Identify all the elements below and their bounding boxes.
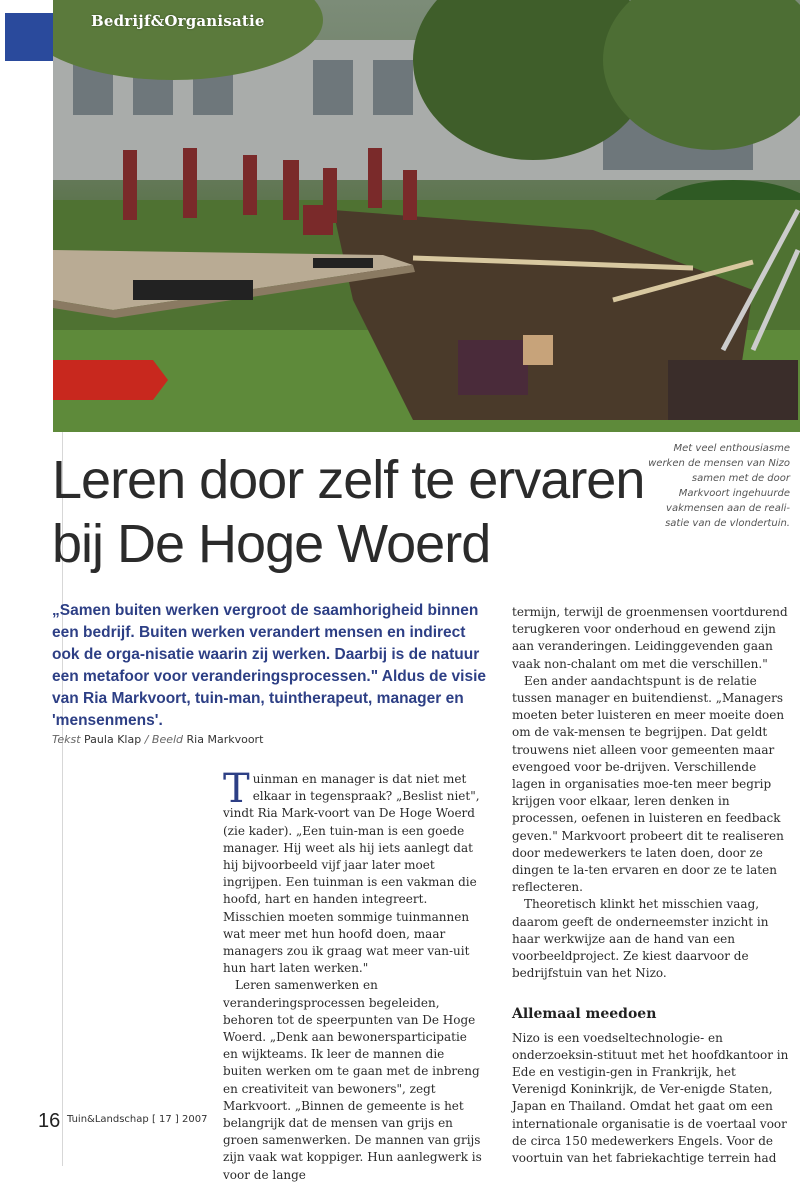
headline-line-2: bij De Hoge Woerd	[52, 514, 491, 574]
magazine-name: Tuin&Landschap	[67, 1114, 149, 1125]
credits-author: Paula Klap	[84, 733, 142, 746]
photo-caption: Met veel enthousiasme werken de mensen van Nizo samen met de door Markvoort ingehuurde vakmensen aan de reali-satie van de vlondertuin.	[648, 443, 790, 529]
issue-year: 2007	[182, 1114, 208, 1125]
section-color-block	[5, 13, 53, 61]
magazine-footer	[67, 1114, 207, 1125]
article-subhead: Allemaal meedoen	[512, 1006, 657, 1023]
paragraph: Nizo is een voedseltechnologie- en onderzoeksin-stituut met het hoofdkantoor in Ede en vestigin-gen in Frankrijk, het Verenigd Koninkrijk, de Ver-enigde Staten, Japan en Thailand. Omdat het gaat om een internationale organisatie is de voertaal voor de circa 150 medewerkers Engels. Voor de voortuin van het fabriekachtige terrein had	[512, 1030, 789, 1166]
article-intro: „Samen buiten werken vergroot de saamhorigheid binnen een bedrijf. Buiten werken verandert mensen en indirect ook de orga-nisatie waarin zij werken. Daarbij is de natuur een metafoor voor veranderingsprocessen." Aldus de visie van Ria Markvoort, tuin-man, tuintherapeut, manager en 'mensenmens'.	[52, 602, 487, 729]
article-column-2	[512, 604, 790, 1167]
dropcap: T	[223, 766, 250, 812]
paragraph: Theoretisch klinkt het misschien vaag, daarom geeft de onderneemster inzicht in haar werkwijze aan de hand van een voorbeeldproject. Ze kiest daarvoor de bedrijfstuin van het Nizo.	[512, 897, 769, 981]
paragraph: Een ander aandachtspunt is de relatie tussen manager en buitendienst. „Managers moeten beter luisteren en meer moeite doen om de vak-mensen te begrijpen. Dat geldt trouwens niet alleen voor gemeenten maar evengoed voor be-drijven. Verschillende lagen in organisaties moe-ten meer begrip krijgen voor elkaar, leren denken in processen, oefenen in luisteren en feedback geven." Markvoort probeert dit te realiseren door medewerkers te laten doen, door ze dingen te la-ten ervaren en door ze te laten reflecteren.	[512, 673, 785, 895]
page-number: 16	[38, 1110, 61, 1132]
garden-photo	[53, 0, 800, 432]
headline-line-1: Leren door zelf te ervaren	[52, 450, 645, 510]
section-label: Bedrijf&Organisatie	[91, 12, 265, 30]
paragraph: termijn, terwijl de groenmensen voortdurend terugkeren voor onderhoud en gewend zijn aan veranderingen. Leidinggevenden gaan vaak non-chalant om met die verschillen."	[512, 605, 788, 671]
issue-number: [ 17 ]	[151, 1114, 179, 1125]
garden-photo-illustration	[53, 0, 800, 432]
credits-text-label: Tekst	[52, 733, 81, 746]
credits-separator: /	[144, 733, 149, 746]
credits-image-label: Beeld	[151, 733, 184, 746]
article-headline	[52, 448, 645, 576]
paragraph: Tuinman en manager is dat niet met elkaar in tegenspraak? „Beslist niet", vindt Ria Mark-voort van De Hoge Woerd (zie kader). „Een tuin-man is een goede manager. Hij weet als hij iets aanlegt dat hij bijvoorbeeld vijf jaar later moet ingrijpen. Een tuinman is een vakman die hoofd, hart en handen integreert. Misschien moeten sommige tuinmannen wat meer met hun hoofd doen, maar managers zou ik graag wat meer van-uit hun hart laten werken."	[223, 766, 480, 976]
paragraph: Leren samenwerken en veranderingsprocessen begeleiden, behoren tot de speerpunten van De Hoge Woerd. „Denk aan bewonersparticipatie en wijkteams. Ik leer de mannen die buiten werken om te gaan met de inbreng en creativiteit van bewoners", zegt Markvoort. „Binnen de gemeente is het belangrijk dat de mensen van grijs en groen samenwerken. De mannen van grijs zijn vaak wat koppiger. Hun aanlegwerk is voor de lange	[223, 978, 482, 1182]
article-credits	[52, 733, 263, 746]
credits-photographer: Ria Markvoort	[186, 733, 264, 746]
article-column-1	[223, 766, 485, 1184]
